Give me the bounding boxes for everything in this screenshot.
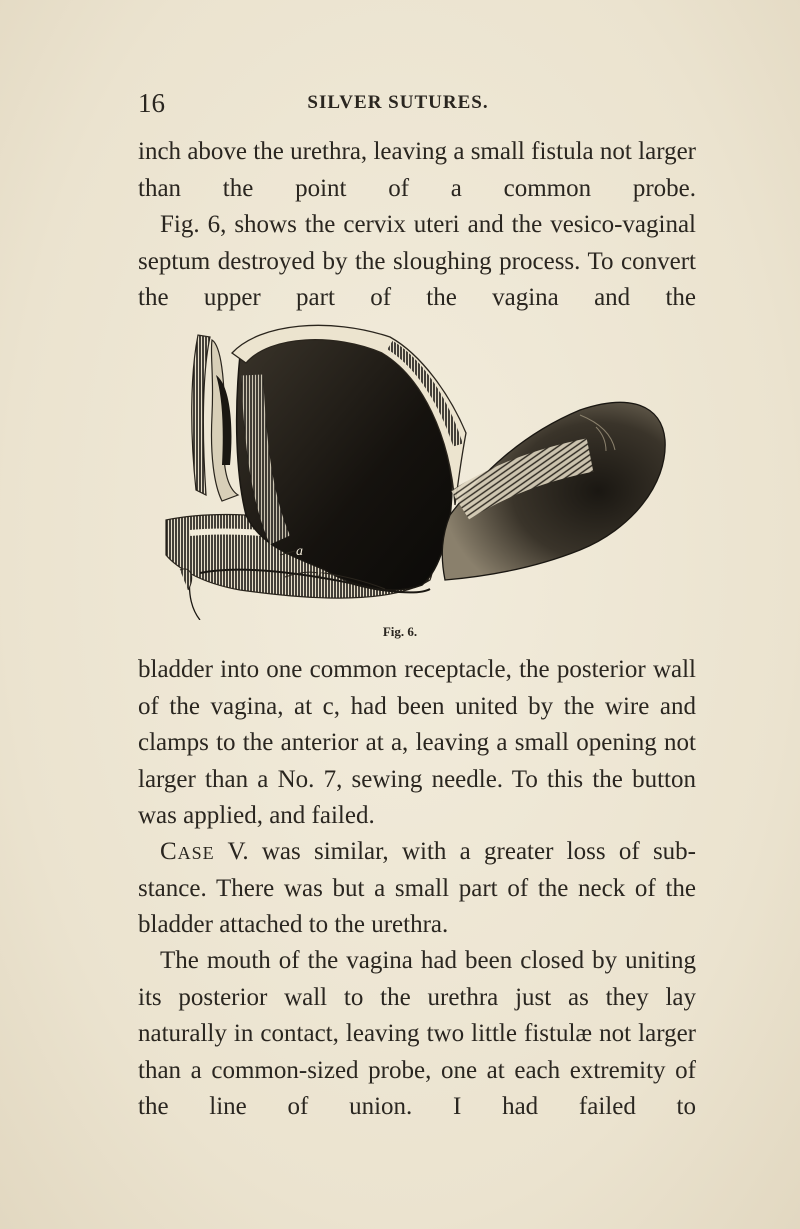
paragraph-mouth-of-vagina — [138, 943, 696, 1126]
case-heading: Case — [160, 838, 215, 865]
paragraph-after-figure-text: bladder into one common receptacle, the posterior wall of the vagina, at c, had been united by the wire and clamps to the anterior at a, leaving a small opening not larger than a No. 7, sewing needle. To this the button was applied, and failed. — [138, 656, 696, 829]
page-number: 16 — [138, 88, 165, 118]
paragraph-case-v — [138, 834, 696, 944]
figure-label-a: a — [296, 544, 303, 559]
paragraph-fig-reference — [138, 207, 696, 317]
lower-left-detail — [180, 569, 192, 590]
paragraph-after-figure — [138, 652, 696, 835]
paragraph-fig-reference-text: Fig. 6, shows the cervix uteri and the vesico-vaginal septum destroyed by the sloughing process. To convert the upper part of the vagina and the — [138, 211, 696, 311]
paragraph-case-v-text: V. was similar, with a greater loss of sub-stance. There was but a small part of the neck of the bladder attached to the urethra. — [138, 838, 696, 938]
figure-6-illustration — [160, 315, 670, 620]
paragraph-top — [138, 134, 696, 207]
running-head: SILVER SUTURES. — [307, 92, 489, 113]
figure-caption: Fig. 6. — [382, 624, 418, 639]
left-tube-shape — [192, 335, 210, 495]
paragraph-mouth-text: The mouth of the vagina had been closed by uniting its posterior wall to the urethra just as they lay naturally in contact, leaving two little fistulæ not larger than a common-sized probe, one at each extremity of the line of union. I had failed to — [138, 947, 696, 1120]
page-header — [138, 88, 698, 118]
paragraph-top-text: inch above the urethra, leaving a small fistula not larger than the point of a common probe. — [138, 138, 696, 202]
figure-label-c: c — [318, 568, 325, 583]
